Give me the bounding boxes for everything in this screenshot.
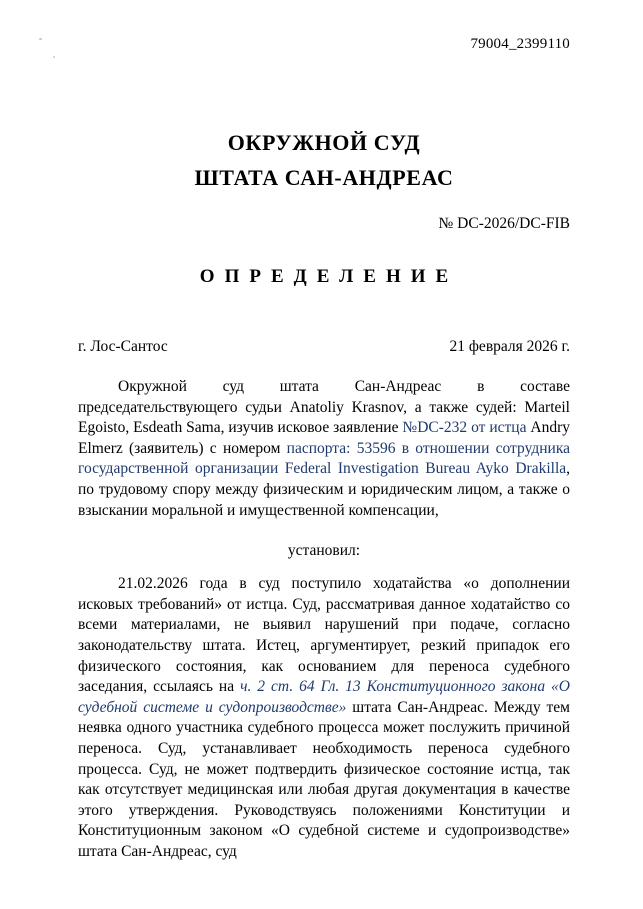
text-run: Andry Elmerz (заявитель) с номером bbox=[78, 419, 570, 457]
city-date-line bbox=[78, 338, 570, 356]
city-label: г. Лос-Сантос bbox=[78, 338, 168, 355]
paragraph-findings bbox=[78, 574, 570, 862]
ruled-label: установил: bbox=[287, 542, 361, 560]
scan-artifact-dot bbox=[53, 56, 55, 58]
text-run: , по трудовому спору между физическим и юридическим лицом, а также о взыскании моральной и имущественной компенсации, bbox=[78, 460, 570, 519]
text-run: 21.02.2026 года в суд поступило ходатайства «о дополнении исковых требований» от истца. Суд, рассматривая данное ходатайство со всеми материалами, не выявил нарушений при подаче, согласно законодательству штата. Истец, аргументирует, резкий припадок его физического состояния, как основанием для переноса судебного заседания, ссылаясь на bbox=[78, 575, 570, 696]
court-title bbox=[78, 125, 570, 195]
case-number: № DC-2026/DC-FIB bbox=[438, 215, 570, 232]
court-title-line-1: ОКРУЖНОЙ СУД bbox=[227, 130, 421, 155]
text-run: ч. 2 ст. 64 Гл. 13 Конституционного закона «О судебной системе и судопроизводстве» bbox=[78, 678, 571, 716]
court-title-line-2: ШТАТА САН-АНДРЕАС bbox=[194, 165, 454, 190]
text-run: паспорта: 53596 в отношении сотрудника государственной организации Federal Investigation Bureau Ayko Drakilla bbox=[78, 439, 570, 478]
text-run: №DC-232 от истца bbox=[402, 419, 527, 437]
text-run: штата Сан-Андреас. Между тем неявка одного участника судебного процесса может послужить причиной переноса. Суд, устанавливает необходимость переноса судебного процесса. Суд, не может подтвердить физическое состояние истца, так как отсутствует медицинская или любая другая документация в качестве этого утверждения. Руководствуясь положениями Конституции и Конституционным законом «О судебной системе и судопроизводстве» штата Сан-Андреас, суд bbox=[78, 698, 570, 860]
scan-artifact-dot bbox=[39, 38, 42, 40]
date-label: 21 февраля 2026 г. bbox=[449, 338, 570, 355]
paragraph-court-composition bbox=[78, 377, 570, 521]
text-run: Окружной суд штата Сан-Андреас в составе председательствующего судьи Anatoliy Krasnov, а также судей: Marteil Egoisto, Esdeath Sama, изучив исковое заявление bbox=[78, 378, 570, 437]
document-type-heading: ОПРЕДЕЛЕНИЕ bbox=[199, 266, 459, 287]
document-reference-number: 79004_2399110 bbox=[470, 36, 570, 52]
